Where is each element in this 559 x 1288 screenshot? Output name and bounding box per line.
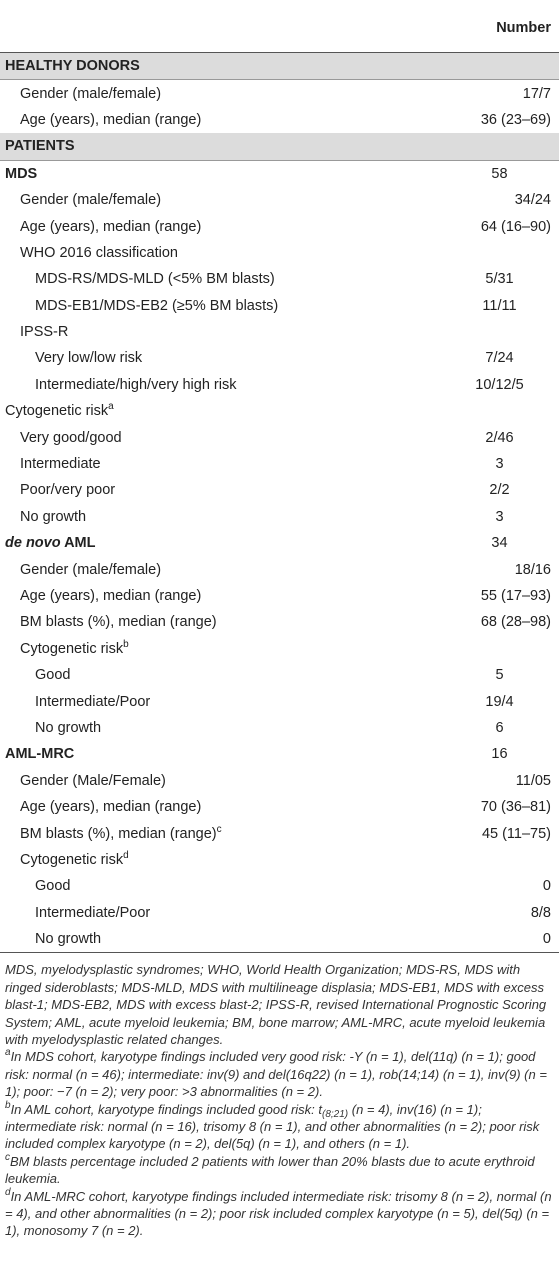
row-label: No growth <box>20 508 87 525</box>
row-value: 2/2 <box>489 482 510 499</box>
table-row <box>0 345 559 371</box>
row-label-text: BM blasts (%), median (range) <box>20 825 217 842</box>
row-label: MDS <box>5 165 38 182</box>
table-row <box>0 80 559 107</box>
table-row <box>0 107 559 133</box>
table-row <box>0 213 559 239</box>
table-row <box>0 636 559 662</box>
row-label: Age (years), median (range) <box>20 218 202 235</box>
table-row <box>0 556 559 582</box>
row-label: Age (years), median (range) <box>20 111 202 128</box>
section-title: HEALTHY DONORS <box>0 53 559 80</box>
row-value: 19/4 <box>485 693 514 710</box>
row-label <box>0 636 440 662</box>
row-value: 3 <box>495 456 504 473</box>
footnote-mark: b <box>123 638 129 650</box>
row-label: BM blasts (%), median (range) <box>20 614 217 631</box>
row-value: 17/7 <box>522 85 551 102</box>
table-row <box>0 187 559 213</box>
row-label: Good <box>35 667 71 684</box>
row-label <box>0 398 440 424</box>
table-row <box>0 847 559 873</box>
row-value: 34 <box>491 535 508 552</box>
table-row <box>0 741 559 767</box>
footnote-c <box>5 1153 553 1188</box>
row-value: 11/11 <box>482 297 517 314</box>
footnote-d <box>5 1188 553 1240</box>
row-value: 16 <box>491 746 508 763</box>
row-label: Intermediate/Poor <box>35 904 151 921</box>
footnote-mark: a <box>108 401 114 413</box>
table-row <box>0 900 559 926</box>
row-label: No growth <box>0 926 440 953</box>
footnote-mark: c <box>216 823 222 835</box>
table-row <box>0 451 559 477</box>
row-value: 58 <box>491 165 508 182</box>
header-number: Number <box>440 0 559 53</box>
row-label: Age (years), median (range) <box>20 799 202 816</box>
row-value <box>440 319 559 345</box>
footnote-b <box>5 1101 553 1153</box>
table-row <box>0 530 559 556</box>
row-value <box>440 636 559 662</box>
table-row <box>0 372 559 398</box>
row-label: Poor/very poor <box>20 482 116 499</box>
row-value: 64 (16–90) <box>480 218 551 235</box>
footnote-text: In AML-MRC cohort, karyotype findings included intermediate risk: trisomy 8 (n = 2), normal (n = 4), and other abnormalities (n = 2); poor risk included complex karyotype (n = 5), del(5q) (n = 1), monosomy 7 (n = 2). <box>5 1188 552 1239</box>
row-label: No growth <box>35 719 102 736</box>
section-healthy-donors <box>0 53 559 80</box>
row-label: Age (years), median (range) <box>20 588 202 604</box>
row-label: Gender (male/female) <box>20 561 162 578</box>
footnote-mark: d <box>123 849 129 861</box>
row-label: Good <box>35 878 71 895</box>
footnote-mark: b <box>5 1099 11 1111</box>
row-value: 0 <box>542 878 551 895</box>
footnote-mark: d <box>5 1186 11 1198</box>
row-label-text: Cytogenetic risk <box>5 403 109 420</box>
footnote-text: (n = 4), inv(16) (n = 1); intermediate risk: normal (n = 16), trisomy 8 (n = 1), and other abnormalities (n = 2); poor risk included complex karyotype (n = 2), del(5q) (n = 1), and others (n = 1). <box>5 1101 540 1152</box>
row-label: WHO 2016 classification <box>20 244 178 261</box>
footnote-mark: c <box>5 1151 10 1163</box>
row-value: 55 (17–93) <box>480 588 551 604</box>
row-label <box>0 820 440 846</box>
row-label: Gender (male/female) <box>20 85 162 102</box>
row-label: Intermediate <box>20 456 101 473</box>
row-label: Very low/low risk <box>35 350 143 367</box>
row-label: MDS-RS/MDS-MLD (<5% BM blasts) <box>35 271 275 288</box>
table-row <box>0 424 559 450</box>
row-value: 68 (28–98) <box>480 614 551 631</box>
table-row <box>0 266 559 292</box>
table-row <box>0 160 559 187</box>
row-value <box>440 398 559 424</box>
row-label: Very good/good <box>20 429 122 446</box>
table-row <box>0 504 559 530</box>
table-row <box>0 477 559 503</box>
footnote-a <box>5 1048 553 1100</box>
table-row <box>0 293 559 319</box>
footnote-text: In MDS cohort, karyotype findings included very good risk: -Y (n = 1), del(11q) (n = 1); good risk: normal (n = 46); intermediate: inv(9) and del(16q22) (n = 1), rob(14;14) (n = 1), inv(9) (n = 1); poor: −7 (n = 2); very poor: >3 abnormalities (n = 2). <box>5 1049 547 1100</box>
table-row <box>0 583 559 609</box>
row-value: 5/31 <box>485 271 514 288</box>
row-label: Gender (male/female) <box>20 192 162 209</box>
row-value: 70 (36–81) <box>480 799 551 816</box>
row-value: 34/24 <box>514 192 551 209</box>
section-patients <box>0 133 559 160</box>
row-label-text: Cytogenetic risk <box>20 851 124 868</box>
footnote-text: BM blasts percentage included 2 patients with lower than 20% blasts due to acute erythroid leukemia. <box>5 1153 535 1187</box>
row-value: 45 (11–75) <box>481 825 551 842</box>
row-value: 8/8 <box>530 904 551 921</box>
row-value: 10/12/5 <box>475 376 524 393</box>
section-title: PATIENTS <box>0 133 559 160</box>
row-value <box>440 847 559 873</box>
row-value: 0 <box>440 926 559 953</box>
footnote-text: In AML cohort, karyotype findings included good risk: t <box>10 1101 323 1117</box>
row-label <box>0 530 440 556</box>
row-value: 2/46 <box>485 429 514 446</box>
table-row <box>0 820 559 846</box>
row-value: 36 (23–69) <box>480 111 551 128</box>
table-row <box>0 319 559 345</box>
table-row <box>0 873 559 899</box>
table-footnotes <box>0 953 559 1240</box>
table-row <box>0 768 559 794</box>
table-header-row <box>0 0 559 53</box>
row-label: Intermediate/high/very high risk <box>35 376 237 393</box>
row-value: 7/24 <box>485 350 514 367</box>
table-row <box>0 662 559 688</box>
row-value: 11/05 <box>515 772 551 789</box>
table-row <box>0 398 559 424</box>
row-label-italic: de novo <box>5 535 61 552</box>
header-label-cell <box>0 0 440 53</box>
row-label: Intermediate/Poor <box>35 693 151 710</box>
row-value: 6 <box>495 719 504 736</box>
table-row <box>0 609 559 635</box>
row-value <box>440 240 559 266</box>
row-value: 3 <box>495 508 504 525</box>
row-label: IPSS-R <box>20 324 69 341</box>
abbreviations-note: MDS, myelodysplastic syndromes; WHO, World Health Organization; MDS-RS, MDS with ringed sideroblasts; MDS-MLD, MDS with multilineage displasia; MDS-EB1, MDS with excess blast-1; MDS-EB2, MDS with excess blast-2; IPSS-R, revised International Prognostic Scoring System; AML, acute myeloid leukemia; BM, bone marrow; AML-MRC, acute myeloid leukemia with myelodysplastic related changes. <box>5 962 547 1047</box>
table-row <box>0 926 559 953</box>
row-label: AML-MRC <box>5 746 75 763</box>
footnote-subscript: (8;21) <box>322 1108 349 1120</box>
table-row <box>0 688 559 714</box>
row-value: 18/16 <box>514 561 551 578</box>
footnote-mark: a <box>5 1047 11 1059</box>
row-label-text: Cytogenetic risk <box>20 640 124 657</box>
row-value: 5 <box>495 667 504 684</box>
row-label-text: AML <box>60 535 96 552</box>
table-row <box>0 715 559 741</box>
table-row <box>0 794 559 820</box>
row-label: MDS-EB1/MDS-EB2 (≥5% BM blasts) <box>35 297 279 314</box>
row-label <box>0 847 440 873</box>
row-label: Gender (Male/Female) <box>20 772 166 789</box>
table-row <box>0 240 559 266</box>
